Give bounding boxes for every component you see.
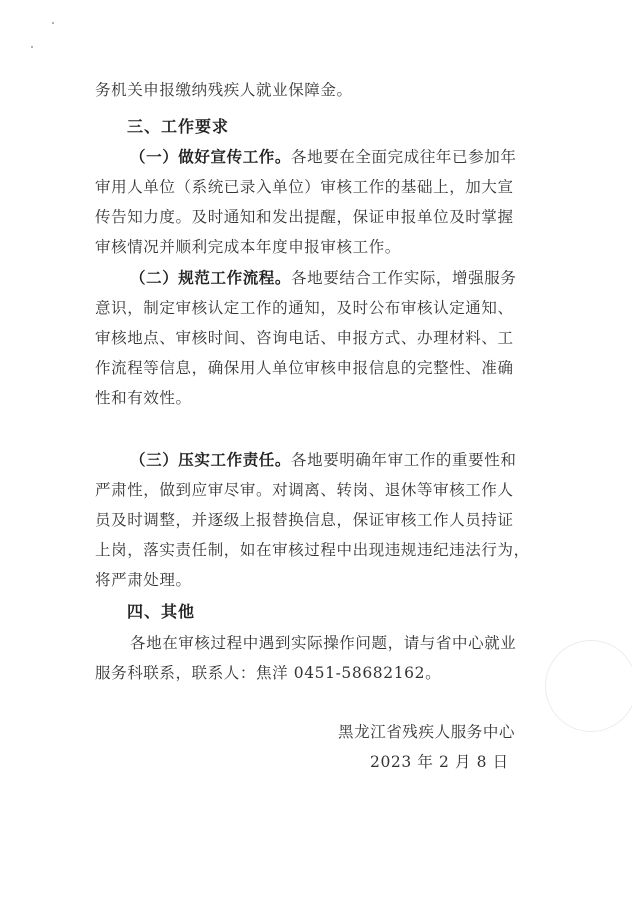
item-2-line: 作流程等信息，确保用人单位审核申报信息的完整性、准确	[95, 359, 514, 377]
intro-tail-line: 务机关申报缴纳残疾人就业保障金。	[95, 81, 353, 99]
scan-speck	[31, 46, 33, 48]
item-1-line: 传告知力度。及时通知和发出提醒，保证申报单位及时掌握	[95, 208, 514, 226]
signature-date: 2023 年 2 月 8 日	[370, 753, 509, 771]
scan-speck	[52, 22, 54, 24]
item-2-title: （二）规范工作流程。	[130, 268, 292, 287]
item-1-first-line	[130, 147, 516, 167]
section-3-heading: 三、工作要求	[127, 117, 230, 136]
item-3-line: 上岗，落实责任制，如在审核过程中出现违规违纪违法行为，	[95, 541, 530, 559]
item-3-title: （三）压实工作责任。	[130, 450, 292, 469]
section-4-heading: 四、其他	[127, 602, 196, 621]
section-4-line: 服务科联系，联系人：焦洋 0451-58682162。	[95, 664, 442, 682]
item-3-line: 各地要明确年审工作的重要性和	[291, 451, 517, 469]
item-1-line: 各地要在全面完成往年已参加年	[291, 148, 517, 166]
section-4-line: 各地在审核过程中遇到实际操作问题，请与省中心就业	[130, 634, 517, 652]
signature-organization: 黑龙江省残疾人服务中心	[338, 723, 516, 741]
item-2-line: 意识，制定审核认定工作的通知，及时公布审核认定通知、	[95, 299, 514, 317]
item-3-line: 严肃性，做到应审尽审。对调离、转岗、退休等审核工作人	[95, 481, 514, 499]
item-1-title: （一）做好宣传工作。	[130, 147, 292, 166]
item-2-line: 审核地点、审核时间、咨询电话、申报方式、办理材料、工	[95, 329, 514, 347]
item-3-line: 将严肃处理。	[95, 571, 192, 589]
item-1-line: 审用人单位（系统已录入单位）审核工作的基础上，加大宣	[95, 178, 514, 196]
item-2-line: 性和有效性。	[95, 389, 192, 407]
faint-stamp-mark	[545, 640, 632, 732]
item-2-line: 各地要结合工作实际，增强服务	[291, 269, 517, 287]
item-3-line: 员及时调整，并逐级上报替换信息，保证审核工作人员持证	[95, 511, 514, 529]
item-2-first-line	[130, 268, 516, 288]
item-3-first-line	[130, 450, 516, 470]
item-1-line: 审核情况并顺利完成本年度申报审核工作。	[95, 238, 401, 256]
